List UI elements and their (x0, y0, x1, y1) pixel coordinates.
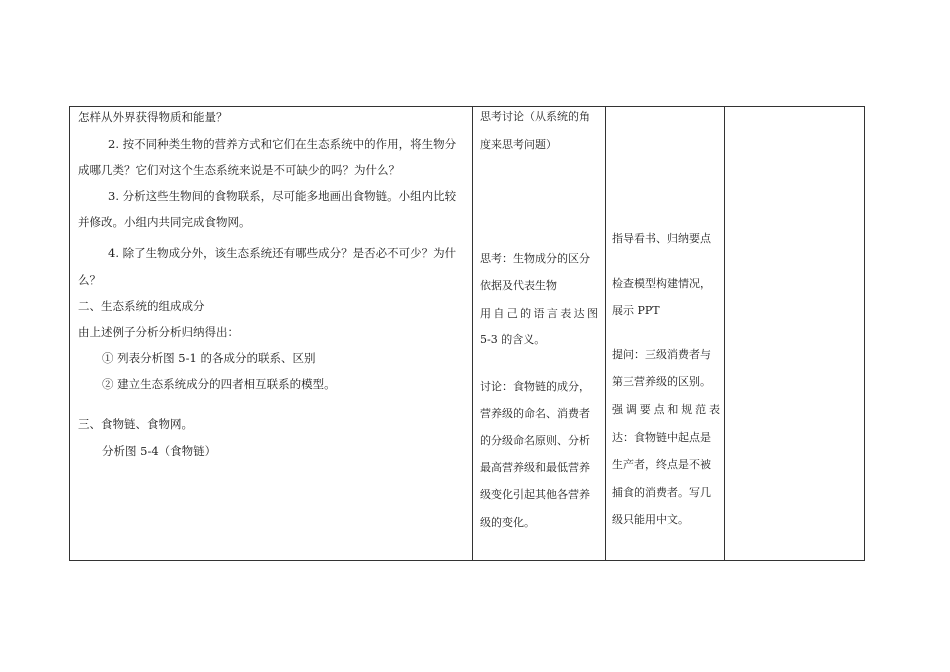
teacher-line: 检查模型构建情况， (612, 277, 711, 290)
teacher-line: 展示 PPT (612, 304, 660, 317)
content-line: 3. 分析这些生物间的食物联系，尽可能多地画出食物链。小组内比较 (108, 189, 457, 203)
content-line: 由上述例子分析分析归纳得出： (78, 325, 239, 339)
activity-line: 级变化引起其他各营养 (480, 488, 590, 501)
lesson-plan-table (69, 106, 865, 561)
activity-line: 思考讨论（从系统的角 (480, 110, 590, 123)
content-line: 2. 按不同种类生物的营养方式和它们在生态系统中的作用，将生物分 (108, 137, 457, 151)
content-line: 分析图 5-4（食物链） (102, 444, 217, 458)
activity-line: 级的变化。 (480, 516, 535, 529)
teacher-line: 指导看书、归纳要点 (612, 232, 711, 245)
teacher-line: 达：食物链中起点是 (612, 431, 711, 444)
student-activity-cell (473, 107, 605, 529)
content-line: 么？ (78, 273, 101, 287)
column-divider (472, 107, 473, 560)
content-line: 成哪几类？它们对这个生态系统来说是不可缺少的吗？为什么？ (78, 163, 400, 177)
activity-line: 5-3 的含义。 (480, 333, 546, 346)
teacher-line: 级只能用中文。 (612, 513, 689, 526)
teaching-content-cell (70, 107, 472, 458)
content-line: 并修改。小组内共同完成食物网。 (78, 215, 251, 229)
activity-line: 度来思考问题） (480, 138, 557, 151)
activity-line: 营养级的命名、消费者 (480, 407, 590, 420)
activity-line: 讨论：食物链的成分， (480, 380, 590, 393)
teacher-line: 生产者，终点是不被 (612, 458, 711, 471)
section-heading: 三、食物链、食物网。 (78, 417, 193, 431)
teacher-line: 提问：三级消费者与 (612, 348, 711, 361)
activity-line: 依据及代表生物 (480, 279, 557, 292)
column-divider (724, 107, 725, 560)
activity-line: 的分级命名原则、分析 (480, 434, 590, 447)
teacher-line: 捕食的消费者。写几 (612, 486, 711, 499)
content-line: ① 列表分析图 5-1 的各成分的联系、区别 (102, 351, 316, 365)
content-line: 怎样从外界获得物质和能量？ (78, 110, 228, 124)
content-line: ② 建立生态系统成分的四者相互联系的模型。 (102, 377, 336, 391)
activity-line: 最高营养级和最低营养 (480, 461, 590, 474)
section-heading: 二、生态系统的组成成分 (78, 299, 205, 313)
teacher-line: 强调要点和规范表 (612, 403, 720, 416)
teacher-line: 第三营养级的区别。 (612, 375, 711, 388)
activity-line: 用自己的语言表达图 (480, 307, 598, 320)
activity-line: 思考：生物成分的区分 (480, 252, 590, 265)
column-divider (605, 107, 606, 560)
content-line: 4. 除了生物成分外，该生态系统还有哪些成分？是否必不可少？为什 (108, 246, 457, 260)
